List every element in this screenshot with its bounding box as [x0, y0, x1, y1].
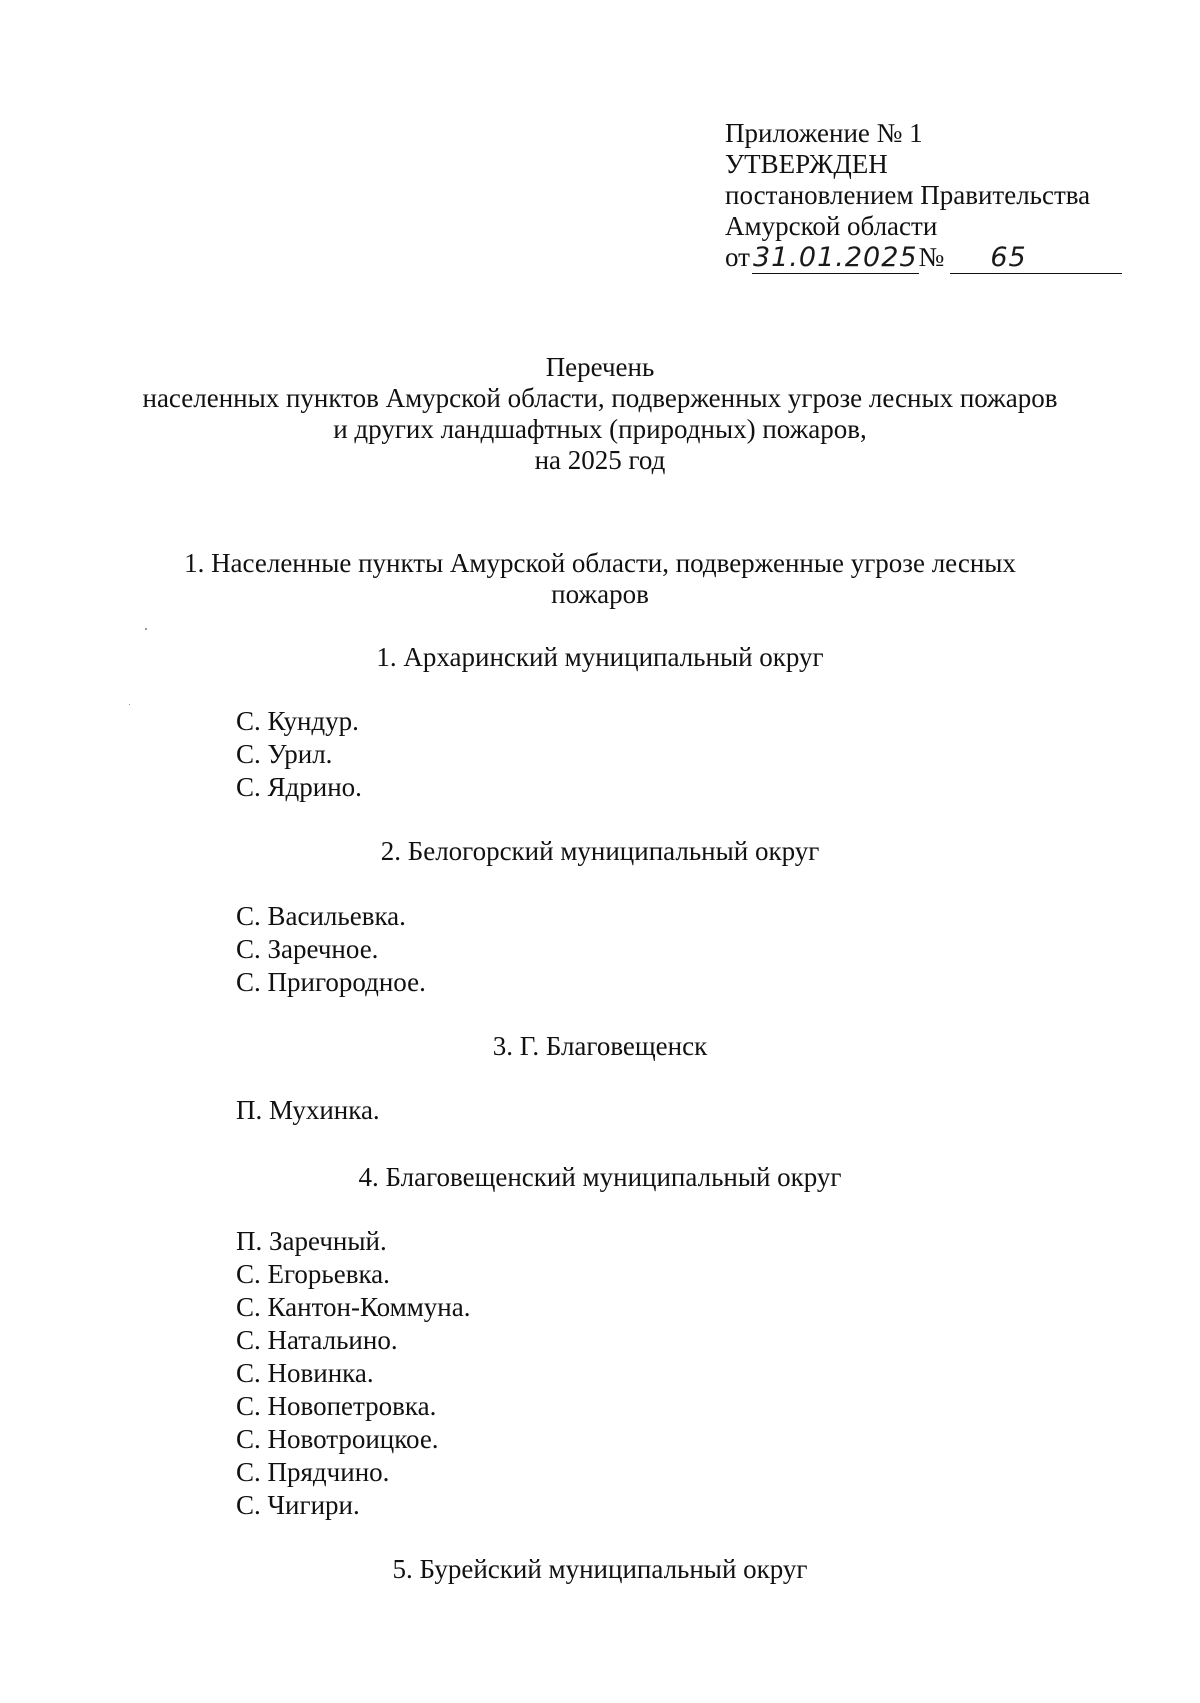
appendix-label: Приложение № 1: [725, 118, 923, 148]
section-heading-line-2: пожаров: [551, 579, 649, 609]
settlement-item: С. Прядчино.: [236, 1457, 390, 1487]
settlement-list: [236, 1094, 380, 1127]
title-line-3: и других ландшафтных (природных) пожаров,: [333, 414, 867, 444]
settlement-item: С. Ядрино.: [236, 772, 362, 802]
document-title: [0, 352, 1200, 476]
settlement-item: С. Новинка.: [236, 1358, 374, 1388]
settlement-item: П. Мухинка.: [236, 1095, 380, 1125]
settlement-item: С. Егорьевка.: [236, 1259, 390, 1289]
settlement-item: С. Пригородное.: [236, 967, 426, 997]
date-prefix: от: [725, 242, 750, 272]
number-sign: №: [918, 242, 945, 272]
settlement-item: С. Заречное.: [236, 934, 379, 964]
district-heading: 5. Бурейский муниципальный округ: [392, 1554, 808, 1584]
settlement-item: С. Васильевка.: [236, 901, 406, 931]
settlement-list: [236, 900, 426, 999]
region-label: Амурской области: [725, 211, 938, 241]
handwritten-number: 65: [950, 242, 1122, 274]
title-line-4: на 2025 год: [534, 445, 666, 475]
title-line-1: Перечень: [545, 352, 655, 382]
settlement-item: С. Новотроицкое.: [236, 1424, 439, 1454]
section-heading-line-1: 1. Населенные пункты Амурской области, подверженные угрозе лесных: [184, 548, 1016, 578]
settlement-item: С. Кундур.: [236, 706, 359, 736]
handwritten-date: 31.01.2025: [752, 242, 918, 273]
resolution-label: постановлением Правительства: [725, 180, 1091, 210]
settlement-item: С. Урил.: [236, 739, 333, 769]
approval-stamp: [725, 118, 1122, 274]
section-heading: [0, 548, 1200, 610]
scan-speck: [145, 628, 147, 630]
settlement-list: [236, 1225, 470, 1522]
settlement-item: С. Кантон-Коммуна.: [236, 1292, 471, 1322]
approved-label: УТВЕРЖДЕН: [725, 149, 888, 179]
district-heading: 1. Архаринский муниципальный округ: [376, 642, 824, 672]
district-heading: 2. Белогорский муниципальный округ: [380, 836, 820, 866]
settlement-item: С. Чигири.: [236, 1490, 360, 1520]
date-number-line: [725, 242, 1122, 274]
settlement-item: П. Заречный.: [236, 1226, 387, 1256]
scan-speck: [129, 704, 130, 705]
district-heading: 3. Г. Благовещенск: [492, 1031, 708, 1061]
settlement-item: С. Натальино.: [236, 1325, 398, 1355]
settlement-item: С. Новопетровка.: [236, 1391, 437, 1421]
settlement-list: [236, 705, 362, 804]
title-line-2: населенных пунктов Амурской области, подверженных угрозе лесных пожаров: [142, 383, 1058, 413]
district-heading: 4. Благовещенский муниципальный округ: [358, 1162, 842, 1192]
